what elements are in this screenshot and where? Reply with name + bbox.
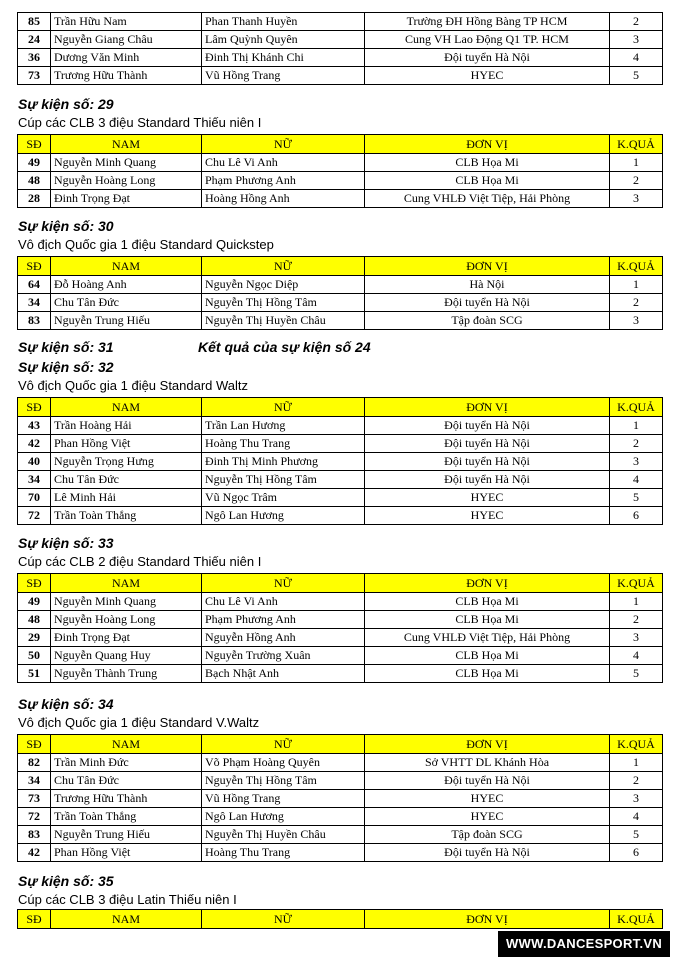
table-row: [18, 647, 663, 665]
table-cell: Trương Hữu Thành: [51, 67, 202, 85]
table-cell: 5: [610, 67, 663, 85]
table-cell: 1: [610, 154, 663, 172]
column-header: NAM: [51, 910, 202, 929]
column-header: ĐƠN VỊ: [365, 135, 610, 154]
table-cell: 3: [610, 312, 663, 330]
table-body: [18, 13, 663, 85]
results-table-event-30: [17, 256, 663, 330]
table-cell: 1: [610, 276, 663, 294]
table-cell: 51: [18, 665, 51, 683]
table-row: [18, 489, 663, 507]
column-header: NAM: [51, 398, 202, 417]
event-subtitle: Vô địch Quốc gia 1 điệu Standard Quickstep: [18, 237, 274, 252]
table-cell: Đội tuyển Hà Nội: [365, 435, 610, 453]
table-cell: Nguyễn Thị Hồng Tâm: [202, 772, 365, 790]
table-cell: Đội tuyển Hà Nội: [365, 844, 610, 862]
table-row: [18, 507, 663, 525]
table-row: [18, 772, 663, 790]
table-cell: Lâm Quỳnh Quyên: [202, 31, 365, 49]
table-cell: HYEC: [365, 790, 610, 808]
table-cell: Nguyễn Minh Quang: [51, 154, 202, 172]
table-cell: Nguyễn Thị Huyền Châu: [202, 826, 365, 844]
table-cell: 4: [610, 808, 663, 826]
table-cell: Nguyễn Trường Xuân: [202, 647, 365, 665]
table-cell: 5: [610, 826, 663, 844]
table-cell: CLB Họa Mi: [365, 154, 610, 172]
table-cell: 49: [18, 154, 51, 172]
table-cell: 43: [18, 417, 51, 435]
table-row: [18, 665, 663, 683]
table-row: [18, 417, 663, 435]
table-cell: Trần Hoàng Hải: [51, 417, 202, 435]
table-cell: HYEC: [365, 808, 610, 826]
table-cell: 48: [18, 611, 51, 629]
table-cell: 1: [610, 593, 663, 611]
table-cell: 34: [18, 471, 51, 489]
table-cell: 4: [610, 647, 663, 665]
table-cell: 28: [18, 190, 51, 208]
event-title: Sự kiện số: 34: [18, 696, 114, 712]
table-cell: Chu Tân Đức: [51, 772, 202, 790]
table-body: [18, 754, 663, 862]
column-header: ĐƠN VỊ: [365, 910, 610, 929]
table-cell: 1: [610, 754, 663, 772]
column-header: SĐ: [18, 135, 51, 154]
table-row: [18, 190, 663, 208]
table-cell: 73: [18, 67, 51, 85]
table-cell: 3: [610, 190, 663, 208]
table-cell: Đội tuyển Hà Nội: [365, 772, 610, 790]
table-cell: Phạm Phương Anh: [202, 172, 365, 190]
event-title: Sự kiện số: 35: [18, 873, 114, 889]
table-cell: Nguyễn Quang Huy: [51, 647, 202, 665]
table-header-row: [18, 574, 663, 593]
table-cell: Tập đoàn SCG: [365, 312, 610, 330]
table-cell: Nguyễn Hoàng Long: [51, 172, 202, 190]
table-cell: Ngô Lan Hương: [202, 507, 365, 525]
table-row: [18, 31, 663, 49]
column-header: NỮ: [202, 910, 365, 929]
table-cell: Bạch Nhật Anh: [202, 665, 365, 683]
table-cell: Đinh Thị Khánh Chi: [202, 49, 365, 67]
table-cell: Trần Lan Hương: [202, 417, 365, 435]
event-note: Kết quả của sự kiện số 24: [198, 339, 371, 355]
table-header-row: [18, 910, 663, 929]
table-cell: 5: [610, 489, 663, 507]
table-cell: Lê Minh Hải: [51, 489, 202, 507]
table-cell: 42: [18, 844, 51, 862]
table-cell: HYEC: [365, 67, 610, 85]
results-table-event-32: [17, 397, 663, 525]
table-cell: 70: [18, 489, 51, 507]
event-title: Sự kiện số: 29: [18, 96, 114, 112]
table-cell: Nguyễn Thành Trung: [51, 665, 202, 683]
results-table-event-34: [17, 734, 663, 862]
results-table-event-29: [17, 134, 663, 208]
table-cell: Nguyễn Ngọc Diệp: [202, 276, 365, 294]
event-title: Sự kiện số: 33: [18, 535, 114, 551]
table-row: [18, 790, 663, 808]
table-cell: Phan Hồng Việt: [51, 844, 202, 862]
table-cell: 3: [610, 453, 663, 471]
table-cell: 4: [610, 49, 663, 67]
table-row: [18, 49, 663, 67]
table-cell: Đỗ Hoàng Anh: [51, 276, 202, 294]
table-cell: Cung VH Lao Động Q1 TP. HCM: [365, 31, 610, 49]
column-header: NỮ: [202, 735, 365, 754]
table-cell: 34: [18, 294, 51, 312]
table-body: [18, 154, 663, 208]
column-header: SĐ: [18, 574, 51, 593]
table-cell: 36: [18, 49, 51, 67]
table-cell: 6: [610, 844, 663, 862]
table-cell: CLB Họa Mi: [365, 647, 610, 665]
table-cell: Phan Hồng Việt: [51, 435, 202, 453]
table-cell: Sở VHTT DL Khánh Hòa: [365, 754, 610, 772]
table-row: [18, 826, 663, 844]
table-cell: 2: [610, 13, 663, 31]
table-row: [18, 629, 663, 647]
table-cell: Nguyễn Trung Hiếu: [51, 826, 202, 844]
table-cell: 72: [18, 808, 51, 826]
table-header-row: [18, 735, 663, 754]
event-title-text: Sự kiện số: 31: [18, 339, 114, 355]
table-cell: Đinh Trọng Đạt: [51, 629, 202, 647]
event-subtitle: Cúp các CLB 3 điệu Standard Thiếu niên I: [18, 115, 262, 130]
table-header-row: [18, 257, 663, 276]
column-header: ĐƠN VỊ: [365, 257, 610, 276]
table-cell: Hà Nội: [365, 276, 610, 294]
column-header: K.QUẢ: [610, 574, 663, 593]
table-cell: Hoàng Thu Trang: [202, 844, 365, 862]
column-header: NỮ: [202, 135, 365, 154]
table-cell: Phạm Phương Anh: [202, 611, 365, 629]
table-cell: HYEC: [365, 489, 610, 507]
table-row: [18, 294, 663, 312]
table-cell: Nguyễn Minh Quang: [51, 593, 202, 611]
table-cell: 42: [18, 435, 51, 453]
table-body: [18, 417, 663, 525]
table-cell: Đinh Thị Minh Phương: [202, 453, 365, 471]
event-subtitle: Vô địch Quốc gia 1 điệu Standard Waltz: [18, 378, 249, 393]
table-cell: 1: [610, 417, 663, 435]
table-cell: Đội tuyển Hà Nội: [365, 453, 610, 471]
table-cell: Chu Tân Đức: [51, 294, 202, 312]
table-cell: 64: [18, 276, 51, 294]
table-cell: Trương Hữu Thành: [51, 790, 202, 808]
table-cell: CLB Họa Mi: [365, 172, 610, 190]
table-cell: Trần Toàn Thắng: [51, 507, 202, 525]
table-cell: 2: [610, 172, 663, 190]
table-cell: Đội tuyển Hà Nội: [365, 471, 610, 489]
table-row: [18, 67, 663, 85]
column-header: NAM: [51, 574, 202, 593]
table-cell: 2: [610, 435, 663, 453]
table-cell: Cung VHLĐ Việt Tiệp, Hải Phòng: [365, 190, 610, 208]
column-header: NỮ: [202, 398, 365, 417]
table-body: [18, 276, 663, 330]
table-cell: Nguyễn Hồng Anh: [202, 629, 365, 647]
column-header: K.QUẢ: [610, 735, 663, 754]
table-cell: 2: [610, 772, 663, 790]
table-cell: 29: [18, 629, 51, 647]
column-header: SĐ: [18, 735, 51, 754]
table-cell: Trần Hữu Nam: [51, 13, 202, 31]
table-cell: Nguyễn Thị Huyền Châu: [202, 312, 365, 330]
table-row: [18, 453, 663, 471]
column-header: NỮ: [202, 257, 365, 276]
table-cell: Đội tuyển Hà Nội: [365, 294, 610, 312]
event-title: Sự kiện số: 32: [18, 359, 114, 375]
column-header: SĐ: [18, 910, 51, 929]
table-cell: CLB Họa Mi: [365, 665, 610, 683]
table-cell: Chu Lê Vi Anh: [202, 593, 365, 611]
column-header: K.QUẢ: [610, 910, 663, 929]
table-cell: 40: [18, 453, 51, 471]
table-row: [18, 312, 663, 330]
table-row: [18, 611, 663, 629]
table-cell: Đội tuyển Hà Nội: [365, 417, 610, 435]
table-cell: Hoàng Thu Trang: [202, 435, 365, 453]
table-cell: Nguyễn Trọng Hưng: [51, 453, 202, 471]
table-cell: 2: [610, 294, 663, 312]
table-row: [18, 808, 663, 826]
table-cell: Vũ Hồng Trang: [202, 790, 365, 808]
event-title: [18, 339, 371, 355]
table-cell: 49: [18, 593, 51, 611]
column-header: K.QUẢ: [610, 257, 663, 276]
column-header: K.QUẢ: [610, 398, 663, 417]
table-cell: Phan Thanh Huyền: [202, 13, 365, 31]
results-table-event-33: [17, 573, 663, 683]
column-header: K.QUẢ: [610, 135, 663, 154]
table-cell: Trần Minh Đức: [51, 754, 202, 772]
table-row: [18, 154, 663, 172]
table-cell: 82: [18, 754, 51, 772]
event-title: Sự kiện số: 30: [18, 218, 114, 234]
table-cell: HYEC: [365, 507, 610, 525]
table-row: [18, 471, 663, 489]
table-cell: Trần Toàn Thắng: [51, 808, 202, 826]
table-cell: Vũ Ngọc Trâm: [202, 489, 365, 507]
table-cell: CLB Họa Mi: [365, 593, 610, 611]
table-cell: Đội tuyển Hà Nội: [365, 49, 610, 67]
table-header-row: [18, 398, 663, 417]
table-cell: 34: [18, 772, 51, 790]
table-cell: 6: [610, 507, 663, 525]
table-cell: 5: [610, 665, 663, 683]
table-row: [18, 276, 663, 294]
table-cell: Tập đoàn SCG: [365, 826, 610, 844]
table-cell: Đinh Trọng Đạt: [51, 190, 202, 208]
table-cell: Trường ĐH Hồng Bàng TP HCM: [365, 13, 610, 31]
table-cell: Chu Lê Vi Anh: [202, 154, 365, 172]
table-row: [18, 754, 663, 772]
table-cell: 3: [610, 31, 663, 49]
table-cell: CLB Họa Mi: [365, 611, 610, 629]
table-row: [18, 593, 663, 611]
event-subtitle: Vô địch Quốc gia 1 điệu Standard V.Waltz: [18, 715, 260, 730]
results-table-event-35: [17, 909, 663, 929]
column-header: ĐƠN VỊ: [365, 574, 610, 593]
table-cell: Nguyễn Thị Hồng Tâm: [202, 471, 365, 489]
table-cell: 2: [610, 611, 663, 629]
table-cell: 73: [18, 790, 51, 808]
column-header: SĐ: [18, 257, 51, 276]
table-cell: Võ Phạm Hoàng Quyên: [202, 754, 365, 772]
table-cell: Chu Tân Đức: [51, 471, 202, 489]
column-header: NAM: [51, 257, 202, 276]
column-header: NAM: [51, 135, 202, 154]
table-row: [18, 172, 663, 190]
table-body: [18, 593, 663, 683]
table-cell: 83: [18, 826, 51, 844]
results-table-top: [17, 12, 663, 85]
column-header: SĐ: [18, 398, 51, 417]
table-row: [18, 13, 663, 31]
table-row: [18, 435, 663, 453]
table-cell: Nguyễn Thị Hồng Tâm: [202, 294, 365, 312]
table-cell: Nguyễn Giang Châu: [51, 31, 202, 49]
column-header: NAM: [51, 735, 202, 754]
table-cell: 24: [18, 31, 51, 49]
website-link[interactable]: WWW.DANCESPORT.VN: [498, 931, 670, 957]
table-cell: 3: [610, 790, 663, 808]
table-cell: 4: [610, 471, 663, 489]
table-cell: Dương Văn Minh: [51, 49, 202, 67]
column-header: NỮ: [202, 574, 365, 593]
table-cell: Ngô Lan Hương: [202, 808, 365, 826]
table-cell: 3: [610, 629, 663, 647]
table-cell: Hoàng Hồng Anh: [202, 190, 365, 208]
table-header-row: [18, 135, 663, 154]
table-cell: 72: [18, 507, 51, 525]
event-subtitle: Cúp các CLB 2 điệu Standard Thiếu niên I: [18, 554, 262, 569]
table-cell: Nguyễn Hoàng Long: [51, 611, 202, 629]
table-cell: 48: [18, 172, 51, 190]
table-cell: Nguyễn Trung Hiếu: [51, 312, 202, 330]
table-cell: 83: [18, 312, 51, 330]
table-row: [18, 844, 663, 862]
column-header: ĐƠN VỊ: [365, 735, 610, 754]
table-cell: 85: [18, 13, 51, 31]
table-cell: Cung VHLĐ Việt Tiệp, Hải Phòng: [365, 629, 610, 647]
table-cell: 50: [18, 647, 51, 665]
column-header: ĐƠN VỊ: [365, 398, 610, 417]
event-subtitle: Cúp các CLB 3 điệu Latin Thiếu niên I: [18, 892, 237, 907]
table-cell: Vũ Hồng Trang: [202, 67, 365, 85]
